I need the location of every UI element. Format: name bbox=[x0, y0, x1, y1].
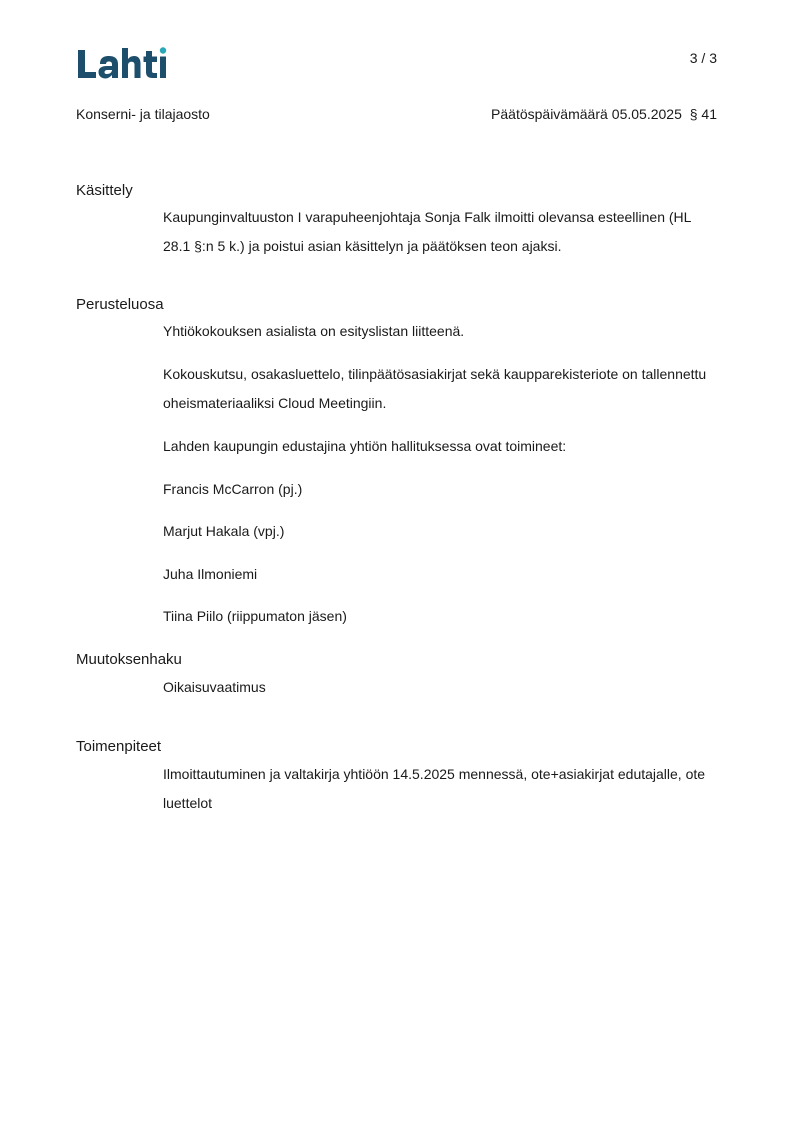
muutoksenhaku-paragraph: Oikaisuvaatimus bbox=[163, 679, 266, 695]
page-number: 3 / 3 bbox=[689, 50, 717, 66]
board-member: Francis McCarron (pj.) bbox=[163, 481, 303, 497]
perusteluosa-paragraph: Yhtiökokouksen asialista on esityslistan liitteenä. bbox=[163, 323, 465, 339]
perusteluosa-paragraph: Kokouskutsu, osakasluettelo, tilinpäätösasiakirjat sekä kaupparekisteriote on tallennettu oheismateriaaliksi Cloud Meetingiin. bbox=[163, 366, 707, 411]
section-heading-muutoksenhaku: Muutoksenhaku bbox=[76, 651, 182, 668]
lahti-logo-mark bbox=[76, 44, 168, 84]
section-heading-kasittely: Käsittely bbox=[76, 182, 133, 199]
board-member: Juha Ilmoniemi bbox=[163, 566, 258, 582]
document-header bbox=[76, 106, 717, 122]
toimenpiteet-paragraph: Ilmoittautuminen ja valtakirja yhtiöön 14.5.2025 mennessä, ote+asiakirjat edutajalle, ote luettelot bbox=[163, 766, 706, 811]
section-heading-perusteluosa: Perusteluosa bbox=[76, 296, 164, 313]
kasittely-paragraph: Kaupunginvaltuuston I varapuheenjohtaja Sonja Falk ilmoitti olevansa esteellinen (HL 28.1 §:n 5 k.) ja poistui asian käsittelyn ja päätöksen teon ajaksi. bbox=[163, 209, 691, 254]
decision-date: 05.05.2025 bbox=[611, 106, 682, 122]
organ-name: Konserni- ja tilajaosto bbox=[76, 106, 210, 122]
paragraph-number: § 41 bbox=[689, 106, 717, 122]
section-heading-toimenpiteet: Toimenpiteet bbox=[76, 738, 162, 755]
board-member: Tiina Piilo (riippumaton jäsen) bbox=[163, 608, 347, 624]
lahti-logo bbox=[76, 44, 168, 84]
decision-date-label: Päätöspäivämäärä bbox=[491, 106, 608, 122]
perusteluosa-paragraph: Lahden kaupungin edustajina yhtiön hallituksessa ovat toimineet: bbox=[163, 438, 567, 454]
decision-info bbox=[491, 106, 717, 122]
board-member: Marjut Hakala (vpj.) bbox=[163, 523, 285, 539]
